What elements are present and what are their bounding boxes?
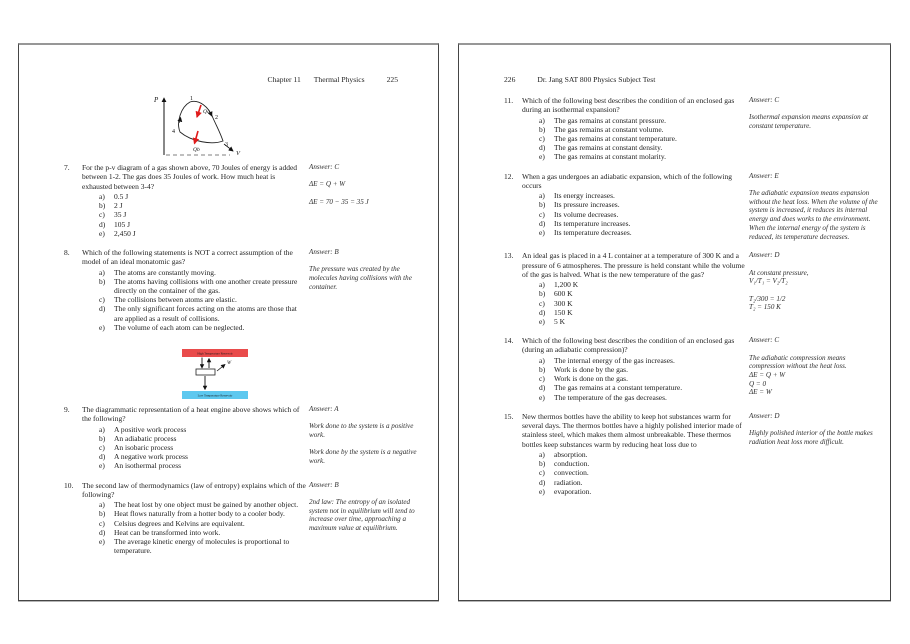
option-label: a) xyxy=(539,449,545,459)
option-label: c) xyxy=(99,210,105,220)
option-b xyxy=(99,509,306,518)
option-e xyxy=(99,537,306,555)
question-text: For the p-v diagram of a gas shown above, 70 Joules of energy is added between 1-2. The gas does 35 Joules of work. How much heat is exhausted between 3-4? xyxy=(82,163,298,191)
option-text: absorption. xyxy=(554,449,588,459)
question-7 xyxy=(19,163,438,238)
question-10 xyxy=(19,481,438,556)
option-text: Its temperature increases. xyxy=(554,218,631,228)
option-b xyxy=(99,277,306,295)
option-label: b) xyxy=(99,509,106,519)
option-text: convection. xyxy=(554,468,589,478)
question-number: 15. xyxy=(504,411,514,421)
option-text: The gas remains at constant temperature. xyxy=(554,134,677,143)
answer-note: ΔE = Q + W xyxy=(309,180,346,189)
answer-label: Answer: D xyxy=(749,251,780,260)
question-11 xyxy=(459,96,890,162)
option-a xyxy=(99,192,306,201)
option-label: b) xyxy=(99,276,106,286)
option-text: 300 K xyxy=(554,298,573,308)
option-e xyxy=(539,393,746,402)
options-list xyxy=(539,280,746,326)
option-e xyxy=(99,229,306,238)
answer-note: At constant pressure, xyxy=(749,268,809,277)
question-13 xyxy=(459,251,890,326)
question-number: 10. xyxy=(64,480,74,490)
answer-formula: T₂ = 150 K xyxy=(749,303,781,312)
option-d xyxy=(539,219,746,228)
answer-label: Answer: C xyxy=(749,96,780,104)
option-text: Heat can be transformed into work. xyxy=(114,527,221,537)
option-text: The atoms having collisions with one another create pressure directly on the container of the gas. xyxy=(114,276,298,295)
option-e xyxy=(539,317,746,326)
option-c xyxy=(539,134,746,143)
option-text: The gas remains at a constant temperature. xyxy=(554,383,683,393)
option-a xyxy=(539,280,746,289)
option-text: An isobaric process xyxy=(114,442,174,452)
option-text: conduction. xyxy=(554,459,590,469)
option-c xyxy=(99,443,306,452)
question-15 xyxy=(459,412,890,496)
option-d xyxy=(99,452,306,461)
option-text: 2 J xyxy=(114,201,123,211)
answer-note: The adiabatic expansion means expansion without the heat loss. When the volume of the system is increased, it reduces its internal energy and does works to the environment. xyxy=(749,189,878,224)
option-c xyxy=(99,519,306,528)
option-text: The only significant forces acting on the atoms are those that are applied as a result of collisions. xyxy=(114,304,297,323)
option-c xyxy=(539,210,746,219)
option-text: 5 K xyxy=(554,316,566,326)
point-3-label: 3 xyxy=(225,142,228,148)
question-text: New thermos bottles have the ability to keep hot substances warm for several days. The thermos bottles have a highly polished interior made of stainless steel, which makes them almost unbreakable. These thermos bottles keep substances warm by reducing heat loss due to xyxy=(522,411,742,449)
option-e xyxy=(539,487,746,496)
option-text: 2,450 J xyxy=(114,228,136,238)
option-text: The average kinetic energy of molecules is proportional to temperature. xyxy=(114,536,290,556)
options-list xyxy=(539,191,746,237)
option-label: e) xyxy=(99,461,105,471)
option-text: The gas remains at constant volume. xyxy=(554,124,664,134)
heat-arrow-top xyxy=(197,105,201,117)
option-e xyxy=(539,152,746,161)
question-number: 14. xyxy=(504,336,514,346)
option-text: 35 J xyxy=(114,210,127,220)
option-label: e) xyxy=(99,536,105,546)
option-label: d) xyxy=(99,304,106,314)
options-list xyxy=(99,192,306,238)
option-label: a) xyxy=(99,424,105,434)
option-a xyxy=(539,116,746,125)
answer-note: The pressure was created by the molecules having collisions with the container. xyxy=(309,265,412,291)
engine-box xyxy=(196,369,215,375)
right-page-header xyxy=(459,75,890,84)
option-b xyxy=(539,289,746,298)
answer-column xyxy=(746,96,880,162)
question-number: 9. xyxy=(64,404,70,414)
question-number: 11. xyxy=(504,96,514,105)
option-label: b) xyxy=(99,433,106,443)
option-label: c) xyxy=(99,442,105,452)
options-list xyxy=(539,116,746,162)
option-text: Work is done by the gas. xyxy=(554,364,628,374)
option-label: e) xyxy=(99,228,105,238)
option-d xyxy=(539,383,746,392)
option-label: b) xyxy=(539,200,546,210)
option-label: a) xyxy=(99,191,105,201)
answer-column xyxy=(746,336,880,402)
question-9 xyxy=(19,405,438,471)
answer-note: Work done to the system is a positive work. xyxy=(309,422,414,440)
answer-note: The adiabatic compression means compression without the heat loss. xyxy=(749,353,847,371)
option-b xyxy=(539,125,746,134)
option-text: Its energy increases. xyxy=(554,191,615,201)
answer-formula: ΔE = Q + W xyxy=(749,370,786,379)
hot-reservoir-label: High Temperature Reservoir xyxy=(197,351,233,356)
question-text: The diagrammatic representation of a heat engine above shows which of the following? xyxy=(82,404,300,424)
option-label: d) xyxy=(539,383,546,393)
answer-column xyxy=(746,172,880,242)
answer-formula: Q = 0 xyxy=(749,379,767,388)
answer-formula: V₁/T₁ = V₂/T₂ xyxy=(749,277,788,286)
answer-label: Answer: B xyxy=(309,480,339,489)
pv-diagram xyxy=(150,91,246,159)
option-label: d) xyxy=(99,527,106,537)
option-label: e) xyxy=(539,152,545,162)
work-arrow xyxy=(217,364,225,371)
answer-label: Answer: E xyxy=(749,171,779,180)
option-label: c) xyxy=(99,295,105,305)
option-label: a) xyxy=(539,355,545,365)
options-list xyxy=(99,500,306,555)
option-b xyxy=(539,365,746,374)
option-b xyxy=(539,459,746,468)
option-text: Its pressure increases. xyxy=(554,200,620,210)
option-label: d) xyxy=(539,307,546,317)
option-label: c) xyxy=(539,134,545,143)
options-list xyxy=(539,356,746,402)
answer-note: ΔE = 70 − 35 = 35 J xyxy=(309,197,369,206)
v-axis-label: V xyxy=(236,150,240,157)
option-text: The gas remains at constant pressure. xyxy=(554,115,667,125)
option-text: 105 J xyxy=(114,219,131,229)
option-e xyxy=(99,323,306,332)
question-number: 7. xyxy=(64,163,70,172)
option-label: b) xyxy=(99,201,106,211)
chapter-title: Thermal Physics xyxy=(313,75,365,84)
option-d xyxy=(99,220,306,229)
page-number: 226 xyxy=(504,75,516,84)
option-text: 1,200 K xyxy=(554,280,579,290)
option-text: Work is done on the gas. xyxy=(554,374,628,384)
option-text: radiation. xyxy=(554,477,583,487)
answer-label: Answer: D xyxy=(749,411,780,420)
book-title: Dr. Jang SAT 800 Physics Subject Test xyxy=(537,75,656,84)
chapter-label: Chapter 11 xyxy=(267,75,301,84)
option-a xyxy=(99,425,306,434)
left-page-header xyxy=(19,75,438,84)
option-e xyxy=(99,461,306,470)
option-label: b) xyxy=(539,289,546,299)
option-text: The temperature of the gas decreases. xyxy=(554,392,667,402)
option-text: Its temperature decreases. xyxy=(554,228,632,238)
option-a xyxy=(539,450,746,459)
option-b xyxy=(99,201,306,210)
option-a xyxy=(539,191,746,200)
option-text: The heat lost by one object must be gained by another object. xyxy=(114,500,299,510)
option-label: b) xyxy=(539,459,546,469)
option-label: e) xyxy=(99,322,105,332)
answer-label: Answer: C xyxy=(749,336,780,345)
answer-note: When the internal energy of the system is reduced, its temperature decreases. xyxy=(749,223,866,241)
option-label: c) xyxy=(539,209,545,219)
answer-column xyxy=(306,405,428,471)
point-1-label: 1 xyxy=(190,96,193,102)
answer-column xyxy=(746,251,880,326)
option-b xyxy=(99,434,306,443)
option-e xyxy=(539,228,746,237)
option-c xyxy=(99,295,306,304)
option-label: c) xyxy=(99,518,105,528)
option-text: The atoms are constantly moving. xyxy=(114,267,216,277)
option-label: b) xyxy=(539,364,546,374)
option-d xyxy=(539,143,746,152)
option-d xyxy=(99,528,306,537)
option-label: e) xyxy=(539,392,545,402)
option-a xyxy=(539,356,746,365)
option-text: An adiabatic process xyxy=(114,433,177,443)
question-text: Which of the following statements is NOT a correct assumption of the model of an ideal monatomic gas? xyxy=(82,247,293,267)
point-2-label: 2 xyxy=(215,115,218,121)
answer-note: Isothermal expansion means expansion at constant temperature. xyxy=(749,113,869,131)
option-label: a) xyxy=(539,115,545,125)
option-label: d) xyxy=(99,219,106,229)
options-list xyxy=(99,425,306,471)
options-list xyxy=(539,450,746,496)
option-label: d) xyxy=(539,143,546,153)
option-label: c) xyxy=(539,298,545,308)
option-c xyxy=(539,374,746,383)
option-text: The internal energy of the gas increases. xyxy=(554,355,675,365)
option-text: 0.5 J xyxy=(114,191,129,201)
option-text: Celsius degrees and Kelvins are equivalent. xyxy=(114,518,245,528)
option-text: The gas remains at constant molarity. xyxy=(554,152,666,162)
answer-formula: ΔE = W xyxy=(749,388,772,397)
right-page xyxy=(458,43,891,601)
answer-label: Answer: C xyxy=(309,163,340,171)
option-label: d) xyxy=(99,452,106,462)
option-text: An isothermal process xyxy=(114,461,182,471)
option-text: The volume of each atom can be neglected. xyxy=(114,322,245,332)
option-label: a) xyxy=(539,191,545,201)
answer-note: 2nd law: The entropy of an isolated system not in equilibrium will tend to increase over time, approaching a maximum value at equilibrium. xyxy=(309,497,415,533)
option-text: The gas remains at constant density. xyxy=(554,143,663,153)
option-text: A positive work process xyxy=(114,424,187,434)
option-label: c) xyxy=(539,468,545,478)
heat-engine-diagram xyxy=(182,349,248,399)
option-label: d) xyxy=(539,218,546,228)
option-text: 600 K xyxy=(554,289,573,299)
heat-arrow-bottom xyxy=(195,131,199,144)
option-a xyxy=(99,500,306,509)
option-c xyxy=(539,468,746,477)
option-d xyxy=(539,308,746,317)
work-label: W xyxy=(227,360,232,366)
answer-label: Answer: A xyxy=(309,404,339,413)
question-number: 12. xyxy=(504,171,514,181)
option-label: e) xyxy=(539,486,545,496)
option-label: a) xyxy=(99,267,105,277)
answer-note: Highly polished interior of the bottle makes radiation heat loss more difficult. xyxy=(749,429,873,446)
question-12 xyxy=(459,172,890,242)
option-text: A negative work process xyxy=(114,452,188,462)
question-text: The second law of thermodynamics (law of entropy) explains which of the following? xyxy=(82,480,306,499)
option-label: a) xyxy=(539,280,545,290)
question-number: 8. xyxy=(64,247,70,257)
option-text: evaporation. xyxy=(554,486,592,496)
left-page xyxy=(18,43,439,601)
question-14 xyxy=(459,336,890,402)
page-number: 225 xyxy=(386,75,398,84)
option-c xyxy=(539,299,746,308)
option-d xyxy=(99,304,306,322)
answer-column xyxy=(306,248,428,332)
answer-column xyxy=(746,412,880,496)
option-label: a) xyxy=(99,500,105,510)
p-axis-label: P xyxy=(154,96,159,104)
option-c xyxy=(99,210,306,219)
option-text: Its volume decreases. xyxy=(554,209,619,219)
heat-top-label: Qa xyxy=(203,109,210,115)
answer-column xyxy=(306,481,428,556)
question-number: 13. xyxy=(504,251,514,261)
answer-label: Answer: B xyxy=(309,247,339,256)
pv-diagram-figure xyxy=(150,91,438,159)
point-4-label: 4 xyxy=(172,129,175,135)
answer-formula: T₂/300 = 1/2 xyxy=(749,294,786,303)
question-text: An ideal gas is placed in a 4 L container at a temperature of 300 K and a pressure of 6 atmospheres. The pressure is held constant while the volume of the gas is halved. What is the new temperature of the gas? xyxy=(522,251,745,279)
question-text: Which of the following best describes the condition of an enclosed gas during an isothermal expansion? xyxy=(522,96,735,115)
question-text: Which of the following best describes the condition of an enclosed gas (during an adiabatic compression)? xyxy=(522,336,735,355)
option-d xyxy=(539,478,746,487)
option-label: d) xyxy=(539,477,546,487)
option-text: The collisions between atoms are elastic. xyxy=(114,295,237,305)
option-label: c) xyxy=(539,374,545,384)
answer-column xyxy=(306,163,428,238)
option-label: e) xyxy=(539,228,545,238)
option-b xyxy=(539,200,746,209)
question-8 xyxy=(19,248,438,332)
option-text: 150 K xyxy=(554,307,573,317)
answer-note: Work done by the system is a negative work. xyxy=(309,448,417,466)
cold-reservoir-label: Low Temperature Reservoir xyxy=(197,393,233,398)
option-label: b) xyxy=(539,124,546,134)
question-text: When a gas undergoes an adiabatic expansion, which of the following occurs xyxy=(522,171,733,190)
heat-engine-figure xyxy=(182,349,438,399)
option-label: e) xyxy=(539,316,545,326)
option-text: Heat flows naturally from a hotter body to a cooler body. xyxy=(114,509,285,519)
option-a xyxy=(99,268,306,277)
options-list xyxy=(99,268,306,332)
heat-bottom-label: Qb xyxy=(193,147,200,153)
